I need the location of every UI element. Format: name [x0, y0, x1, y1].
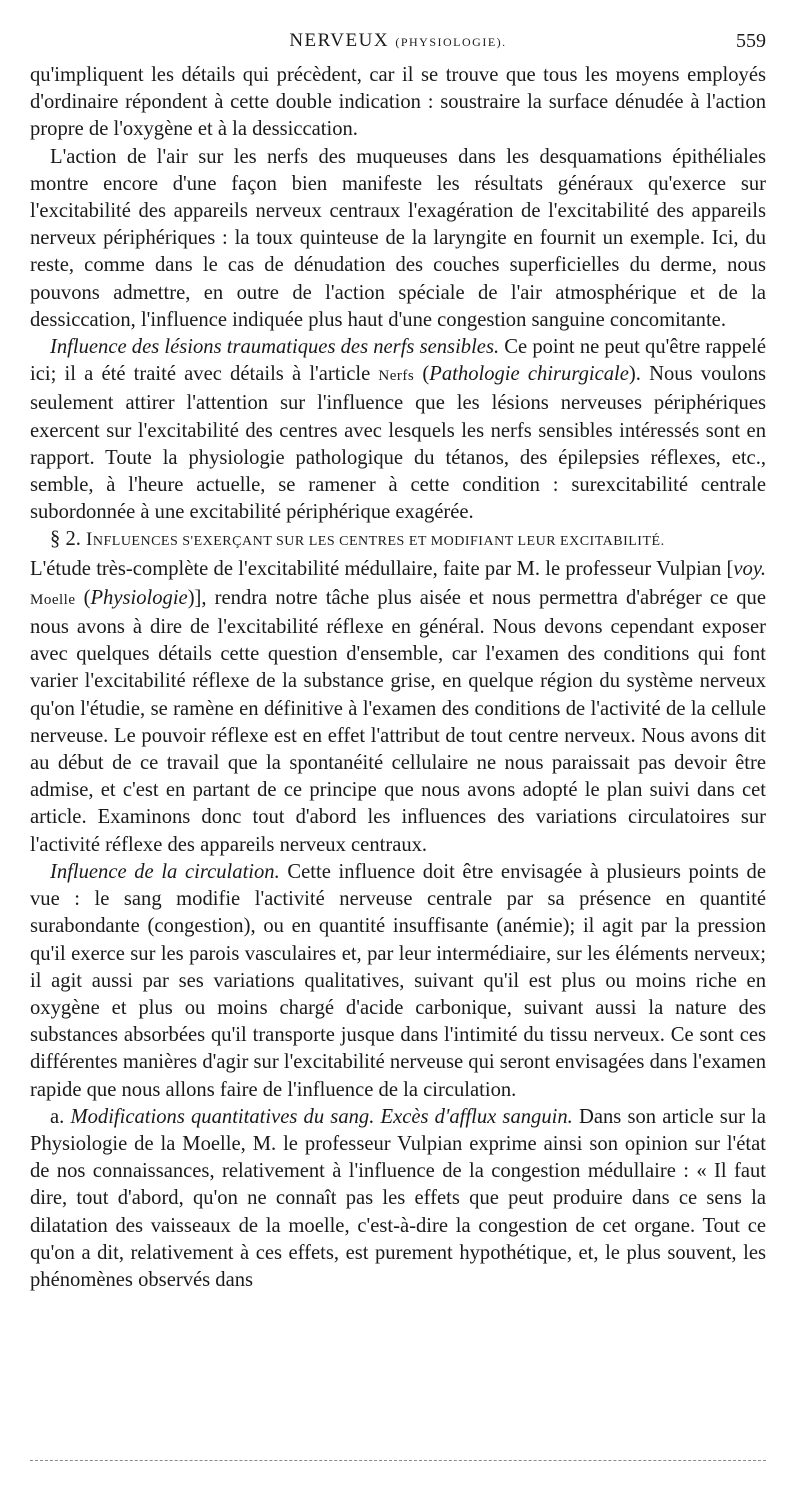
paragraph-traumatic-lesions: [30, 334, 766, 526]
cross-reference-subject: Physiologie: [90, 586, 188, 609]
paragraph-quantitative-blood: [30, 1104, 766, 1294]
body-text: [30, 62, 766, 1294]
paragraph-heading: Influence des lésions traumatiques des nerfs sensibles.: [50, 336, 500, 359]
running-header: [30, 30, 766, 56]
ref-bracket: (: [75, 586, 91, 609]
paragraph-continued: qu'impliquent les détails qui précèdent, car il se trouve que tous les moyens employés d'ordinaire répondent à cette double indication : soustraire la surface dénudée à l'action propre de l'oxygène et à la dessiccation.: [30, 64, 766, 141]
running-title-main: NERVEUX: [289, 30, 390, 51]
paragraph-circulation: [30, 859, 766, 1104]
cross-reference: Moelle: [30, 591, 76, 608]
paragraph-medullary-excitability: [30, 556, 766, 859]
paragraph-text: Dans son article sur la Physiologie de la Moelle, M. le professeur Vulpian exprime ainsi son opinion sur l'état de nos connaissances, relativement à l'influence de la congestion médullaire : « Il faut dire, tout d'abord, qu'on ne connaît pas les effets que peut produire dans ce sens la dilatation des vaisseaux de la moelle, c'est-à-dire la congestion de cet organe. Tout ce qu'on a dit, relativement à ces effets, est purement hypothétique, et, le plus souvent, les phénomènes observés dans: [30, 1105, 766, 1291]
paragraph-heading: Modifications quantitatives du sang. Excès d'afflux sanguin.: [64, 1105, 573, 1128]
paragraph-text: L'étude très-complète de l'excitabilité médullaire, faite par M. le professeur Vulpian [: [30, 557, 734, 580]
footer-divider: [30, 1460, 766, 1461]
running-title: [30, 30, 766, 52]
paragraph-heading: Influence de la circulation.: [50, 860, 280, 883]
section-title: INFLUENCES S'EXERÇANT SUR LES CENTRES ET MODIFIANT LEUR EXCITABILITÉ.: [86, 529, 665, 551]
section-heading: [30, 526, 766, 555]
paragraph-text: Nous voulons seulement attirer l'attention sur l'influence que les lésions nerveuses périphériques exercent sur l'excitabilité des centres avec lesquels les nerfs sensibles intéressés sont en rapport. Toute la physiologie pathologique du tétanos, des épilepsies réflexes, etc., semble, à l'heure actuelle, se ramener à cette condition : surexcitabilité centrale subordonnée à une excitabilité périphérique exagérée.: [30, 363, 767, 524]
ref-bracket: )]: [187, 586, 202, 609]
ref-bracket: ).: [628, 363, 641, 386]
page-number: 559: [736, 30, 766, 52]
paragraph-air-action: L'action de l'air sur les nerfs des muqueuses dans les desquamations épithéliales montre encore d'une façon bien manifeste les résultats généraux qu'exerce sur l'excitabilité des appareils nerveux centraux l'exagération de l'excitabilité des appareils nerveux périphériques : la toux quinteuse de la laryngite en fournit un exemple. Ici, du reste, comme dans le cas de dénudation des couches superficielles du derme, nous pouvons admettre, en outre de l'action spéciale de l'air atmosphérique et de la dessiccation, l'influence indiquée plus haut d'une congestion sanguine concomitante.: [30, 145, 766, 331]
cross-reference: Nerfs: [378, 368, 415, 385]
voy-abbrev: voy.: [733, 557, 766, 580]
subsection-label: a.: [50, 1105, 65, 1128]
cross-reference-subject: Pathologie chirurgicale: [429, 363, 629, 386]
running-title-subtitle: (PHYSIOLOGIE).: [395, 35, 507, 49]
paragraph-text: , rendra notre tâche plus aisée et nous permettra d'abréger ce que nous avons à dire de l'excitabilité réflexe en général. Nous devons cependant exposer avec quelques détails cette question d'ensemble, car l'examen des conditions qui font varier l'excitabilité réflexe de la substance grise, en quelque région du système nerveux qu'on l'étudie, se ramène en définitive à l'examen des conditions de l'activité de la cellule nerveuse. Le pouvoir réflexe est en effet l'attribut de tout centre nerveux. Nous avons dit au début de ce travail que la spontanéité cellulaire ne nous paraissait pas devoir être admise, et c'est en partant de ce principe que nous avons adopté le plan suivi dans cet article. Examinons donc tout d'abord les influences des variations circulatoires sur l'activité réflexe des appareils nerveux centraux.: [30, 586, 766, 856]
section-marker: § 2.: [50, 528, 81, 551]
ref-bracket: (: [414, 363, 430, 386]
paragraph-text: Cette influence doit être envisagée à plusieurs points de vue : le sang modifie l'activité nerveuse centrale par sa présence en quantité surabondante (congestion), ou en quantité insuffisante (anémie); il agit par la pression qu'il exerce sur les parois vasculaires et, par leur intermédiaire, sur les éléments nerveux; il agit aussi par ses variations qualitatives, suivant qu'il est plus ou moins riche en oxygène et plus ou moins chargé d'acide carbonique, suivant aussi la nature des substances absorbées qu'il transporte jusque dans l'intimité du tissu nerveux. Ce sont ces différentes manières d'agir sur l'excitabilité nerveuse qui seront envisagées dans l'examen rapide que nous allons faire de l'influence de la circulation.: [30, 860, 766, 1101]
paragraph-text: Ce point ne peut qu'être rappelé ici; il a été traité avec détails à l'article: [30, 336, 766, 386]
